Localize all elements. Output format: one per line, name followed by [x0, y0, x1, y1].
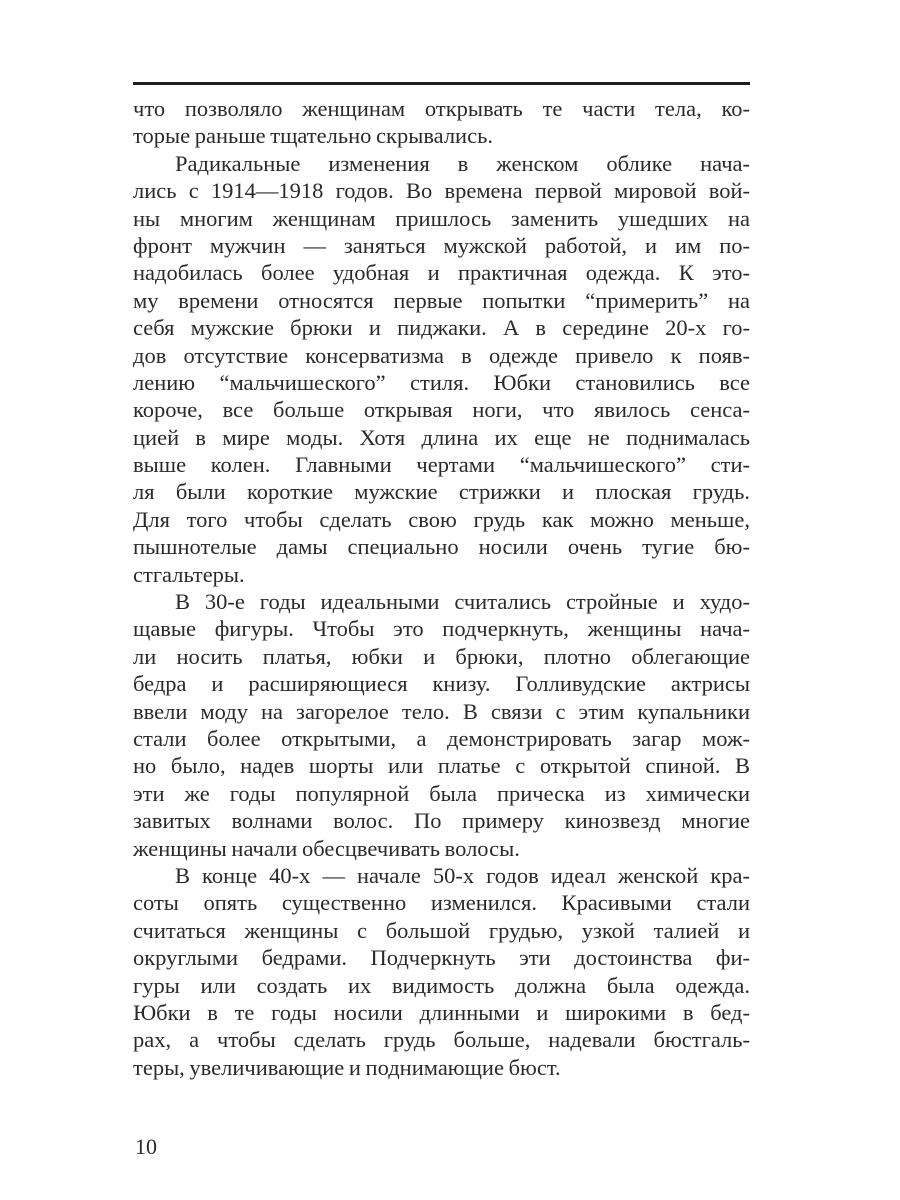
text-line: эти же годы популярной была прическа из химически — [133, 780, 750, 806]
text-line: что позволяло женщинам открывать те части тела, ко- — [133, 96, 750, 121]
paragraph — [133, 150, 750, 588]
text-line: соты опять существенно изменился. Красивыми стали — [133, 890, 750, 916]
text-line: Радикальные изменения в женском облике нача- — [175, 150, 750, 176]
text-line: рах, а чтобы сделать грудь больше, надевали бюстгаль- — [133, 1027, 750, 1053]
text-line: бедра и расширяющиеся книзу. Голливудские актрисы — [133, 671, 750, 697]
paragraph — [133, 588, 750, 862]
text-line: округлыми бедрами. Подчеркнуть эти достоинства фи- — [133, 945, 750, 971]
text-line: Юбки в те годы носили длинными и широкими в бед- — [133, 999, 750, 1025]
paragraph — [133, 862, 750, 1081]
text-line: щавые фигуры. Чтобы это подчеркнуть, женщины нача- — [133, 616, 750, 642]
text-line: завитых волнами волос. По примеру кинозвезд многие — [133, 808, 750, 834]
text-line: лению “мальчишеского” стиля. Юбки становились все — [133, 369, 750, 395]
header-rule — [133, 82, 750, 85]
text-line: В 30-е годы идеальными считались стройные и худо- — [175, 589, 750, 615]
text-line: стали более открытыми, а демонстрировать загар мож- — [133, 725, 750, 751]
text-line: женщины начали обесцвечивать волосы. — [133, 835, 520, 861]
page-number: 10 — [135, 1134, 157, 1159]
text-line: себя мужские брюки и пиджаки. А в середине 20-х го- — [133, 315, 750, 341]
text-line: торые раньше тщательно скрывались. — [133, 123, 493, 149]
text-line: ввели моду на загорелое тело. В связи с этим купальники — [133, 698, 750, 724]
text-line: ны многим женщинам пришлось заменить ушедших на — [133, 205, 750, 231]
text-line: выше колен. Главными чертами “мальчишеского” сти- — [133, 452, 750, 478]
text-line: пышнотелые дамы специально носили очень тугие бю- — [133, 534, 750, 560]
text-line: теры, увеличивающие и поднимающие бюст. — [133, 1054, 561, 1080]
text-line: ля были короткие мужские стрижки и плоская грудь. — [133, 479, 750, 505]
text-line: дов отсутствие консерватизма в одежде привело к появ- — [133, 342, 750, 368]
text-line: короче, все больше открывая ноги, что явилось сенса- — [133, 397, 750, 423]
text-line: надобилась более удобная и практичная одежда. К это- — [133, 260, 750, 286]
text-line: цией в мире моды. Хотя длина их еще не поднималась — [133, 424, 750, 450]
text-line: лись с 1914—1918 годов. Во времена первой мировой вой- — [133, 178, 750, 204]
text-line: фронт мужчин — заняться мужской работой, и им по- — [133, 232, 750, 258]
paragraph — [133, 95, 750, 150]
text-line: Для того чтобы сделать свою грудь как можно меньше, — [133, 506, 750, 532]
text-line: В конце 40-х — начале 50-х годов идеал женской кра- — [175, 862, 750, 888]
body-text — [133, 95, 750, 1081]
text-line: му времени относятся первые попытки “примерить” на — [133, 287, 750, 313]
text-line: считаться женщины с большой грудью, узкой талией и — [133, 917, 750, 943]
text-line: гуры или создать их видимость должна была одежда. — [133, 972, 750, 998]
text-line: ли носить платья, юбки и брюки, плотно облегающие — [133, 643, 750, 669]
text-line: но было, надев шорты или платье с открытой спиной. В — [133, 753, 750, 779]
text-line: стгальтеры. — [133, 561, 245, 587]
